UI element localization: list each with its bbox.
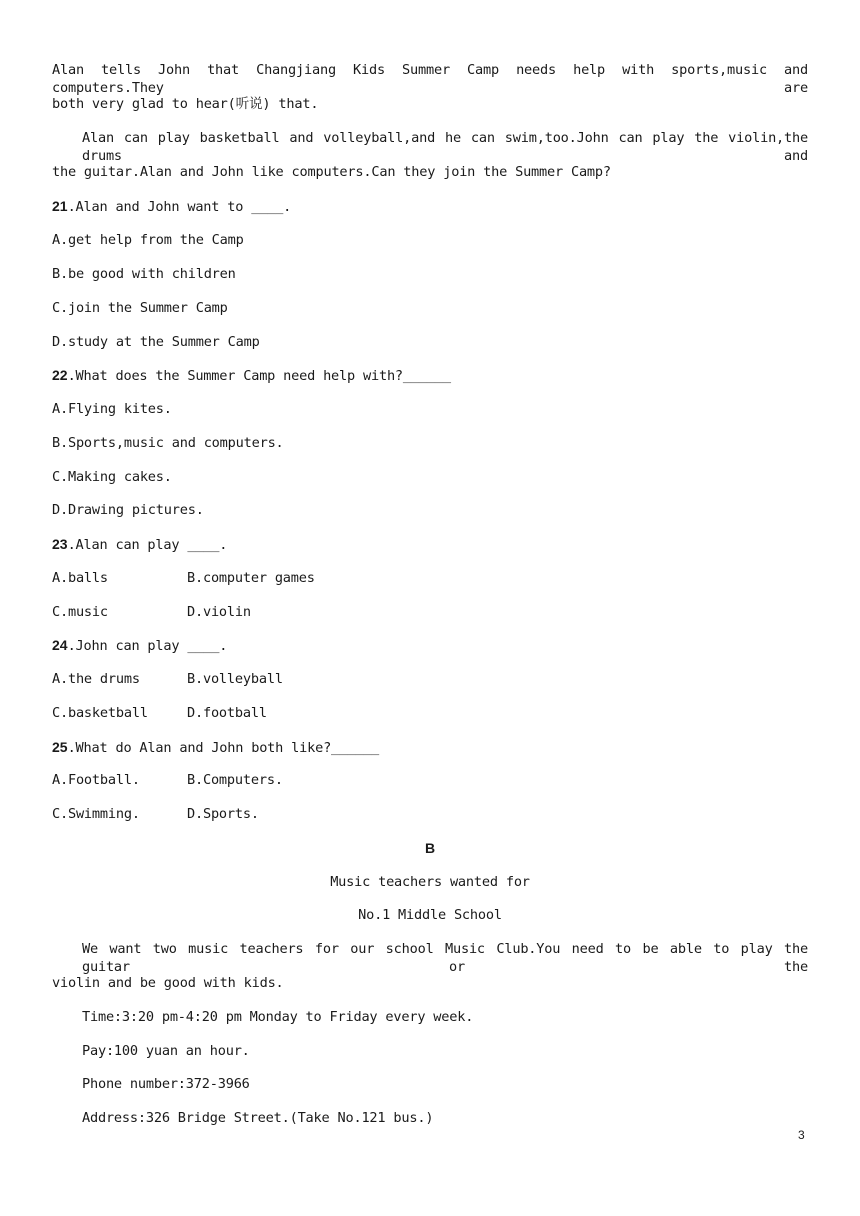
ad-body-line2: violin and be good with kids. [52, 975, 284, 991]
option-21-b: B.be good with children [52, 266, 236, 282]
question-stem: .Alan can play ____. [67, 537, 228, 553]
question-25 [52, 738, 379, 757]
option-24-a: A.the drums [52, 671, 140, 687]
option-22-a: A.Flying kites. [52, 401, 172, 417]
section-b-label: B [425, 840, 435, 856]
question-stem: .Alan and John want to ____. [67, 199, 292, 215]
option-24-d: D.football [187, 705, 267, 721]
option-21-a: A.get help from the Camp [52, 232, 244, 248]
options-24-row2 [52, 704, 352, 722]
options-23-row2 [52, 603, 352, 621]
ad-body-line1: We want two music teachers for our school Music Club.You need to be able to play the guitar or the [82, 941, 808, 975]
intro-p2-line2: the guitar.Alan and John like computers.Can they join the Summer Camp? [52, 164, 611, 180]
question-number: 21 [52, 198, 68, 214]
question-stem: .What do Alan and John both like?______ [67, 740, 379, 756]
intro-p1-line2: both very glad to hear(听说) that. [52, 96, 319, 112]
option-23-b: B.computer games [187, 570, 315, 586]
question-24 [52, 636, 227, 655]
ad-phone: Phone number:372-3966 [82, 1076, 250, 1092]
option-23-d: D.violin [187, 604, 251, 620]
option-25-a: A.Football. [52, 772, 140, 788]
question-number: 23 [52, 536, 68, 552]
ad-pay: Pay:100 yuan an hour. [82, 1043, 250, 1059]
option-23-a: A.balls [52, 570, 108, 586]
options-25-row2 [52, 805, 352, 823]
option-24-c: C.basketball [52, 705, 148, 721]
options-23-row1 [52, 569, 352, 587]
options-25-row1 [52, 771, 352, 789]
option-21-c: C.join the Summer Camp [52, 300, 228, 316]
ad-title-line2: No.1 Middle School [358, 907, 502, 923]
intro-p2-line1: Alan can play basketball and volleyball,and he can swim,too.John can play the violin,the drums and [82, 130, 808, 164]
question-number: 25 [52, 739, 68, 755]
option-22-b: B.Sports,music and computers. [52, 435, 284, 451]
question-21 [52, 197, 291, 216]
options-24-row1 [52, 670, 352, 688]
option-25-c: C.Swimming. [52, 806, 140, 822]
option-25-d: D.Sports. [187, 806, 259, 822]
question-stem: .What does the Summer Camp need help with?______ [67, 368, 451, 384]
question-number: 24 [52, 637, 68, 653]
question-23 [52, 535, 227, 554]
option-24-b: B.volleyball [187, 671, 283, 687]
page-number: 3 [798, 1128, 805, 1142]
option-25-b: B.Computers. [187, 772, 283, 788]
intro-p1-line1: Alan tells John that Changjiang Kids Summer Camp needs help with sports,music and computers.They are [52, 62, 808, 96]
question-number: 22 [52, 367, 68, 383]
ad-address: Address:326 Bridge Street.(Take No.121 bus.) [82, 1110, 434, 1126]
question-22 [52, 366, 451, 385]
question-stem: .John can play ____. [67, 638, 228, 654]
ad-title-line1: Music teachers wanted for [330, 874, 530, 890]
option-22-c: C.Making cakes. [52, 469, 172, 485]
ad-time: Time:3:20 pm-4:20 pm Monday to Friday every week. [82, 1009, 474, 1025]
option-22-d: D.Drawing pictures. [52, 502, 204, 518]
option-23-c: C.music [52, 604, 108, 620]
option-21-d: D.study at the Summer Camp [52, 334, 260, 350]
